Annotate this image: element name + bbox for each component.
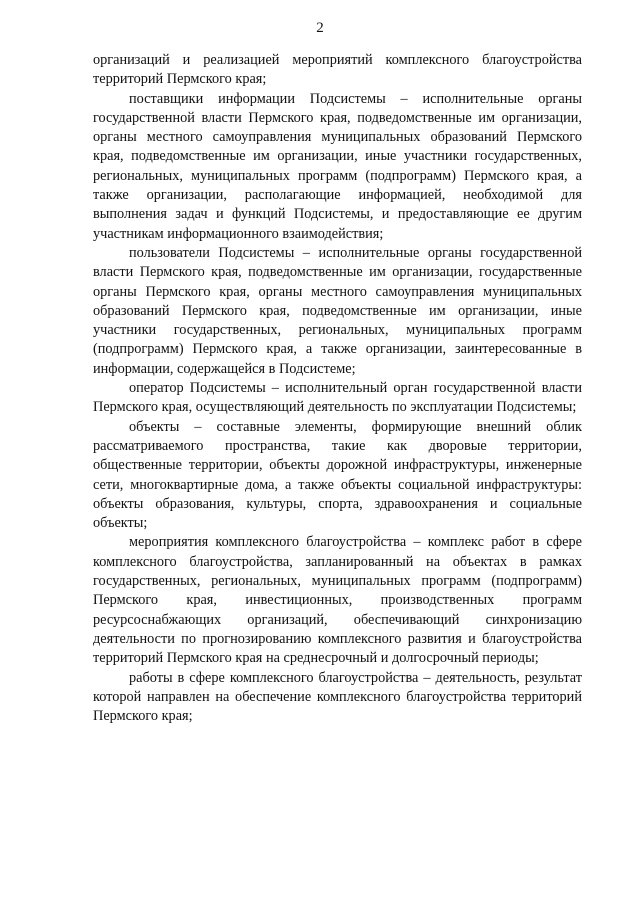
document-body [93, 51, 582, 726]
paragraph-definition-measures: мероприятия комплексного благоустройства – комплекс работ в сфере комплексного благоустройства, запланированный на объектах в рамках государственных, региональных, муниципальных программ (подпрограмм) Пермского края, инвестиционных, производственных программ ресурсоснабжающих организаций, обеспечивающий синхронизацию деятельности по прогнозированию комплексного развития и благоустройства территорий Пермского края на среднесрочный и долгосрочный периоды; [93, 534, 582, 667]
paragraph-definition-users: пользователи Подсистемы – исполнительные органы государственной власти Пермского края, подведомственные им организации, государственные органы Пермского края, органы местного самоуправления муниципальных образований Пермского края, подведомственные им организации, иные участники государственных, региональных, муниципальных программ (подпрограмм) Пермского края, а также организации, заинтересованные в информации, содержащейся в Подсистеме; [93, 244, 582, 377]
paragraph-continuation: организаций и реализацией мероприятий комплексного благоустройства территорий Пермского края; [93, 52, 582, 88]
paragraph-definition-information-providers: поставщики информации Подсистемы – исполнительные органы государственной власти Пермского края, подведомственные им организации, органы местного самоуправления муниципальных образований Пермского края, подведомственные им организации, иные участники государственных, региональных, муниципальных программ (подпрограмм) Пермского края, а также организации, располагающие информацией, необходимой для выполнения задач и функций Подсистемы, и предоставляющие ее другим участникам информационного взаимодействия; [93, 90, 582, 242]
paragraph-definition-operator: оператор Подсистемы – исполнительный орган государственной власти Пермского края, осуществляющий деятельность по эксплуатации Подсистемы; [93, 380, 582, 416]
page-number: 2 [316, 20, 324, 36]
paragraph-definition-works: работы в сфере комплексного благоустройства – деятельность, результат которой направлен на обеспечение комплексного благоустройства территорий Пермского края; [93, 669, 582, 725]
paragraph-definition-objects: объекты – составные элементы, формирующие внешний облик рассматриваемого пространства, такие как дворовые территории, общественные территории, объекты дорожной инфраструктуры, инженерные сети, многоквартирные дома, а также объекты социальной инфраструктуры: объекты образования, культуры, спорта, здравоохранения и социальные объекты; [93, 418, 582, 532]
